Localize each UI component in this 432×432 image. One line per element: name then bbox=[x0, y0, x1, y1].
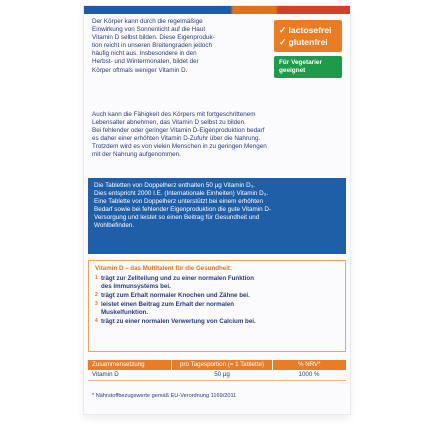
intro-line: Der Körper kann durch die regelmäßige bbox=[92, 18, 203, 25]
table-cell: Vitamin D bbox=[92, 371, 119, 378]
table-header bbox=[88, 360, 346, 370]
benefit-item bbox=[95, 292, 339, 300]
benefit-text: leistet einen Beitrag zum Erhalt der normalen bbox=[101, 301, 235, 308]
package-top-strip bbox=[84, 6, 350, 14]
footnote: * Nährstoffbezugswerte gemäß EU-Verordnung 1169/2011 bbox=[92, 393, 237, 399]
table-cell: 50 µg bbox=[214, 371, 230, 378]
intro-line: Vitamin D selbst bilden. Diese Eigenproduk- bbox=[92, 34, 215, 42]
intro-text bbox=[92, 18, 244, 75]
paragraph-line: mit der Nahrung aufgenommen. bbox=[92, 151, 181, 159]
table-header-cell: Zusammensetzung bbox=[88, 360, 172, 370]
check-icon: ✓ bbox=[279, 37, 287, 47]
benefit-item bbox=[95, 275, 339, 291]
benefit-text: des Immunsystems bei. bbox=[101, 283, 171, 290]
table-row bbox=[88, 370, 346, 381]
dosage-line: Die Tabletten von Doppelherz enthalten 50 µg Vitamin D₃. bbox=[94, 182, 256, 189]
dosage-line: Bedarf sowie bei fehlender Eigenproduktion die gute Vitamin D- bbox=[94, 206, 272, 214]
gluten-free-label: glutenfrei bbox=[288, 37, 328, 47]
benefits-heading: Vitamin D – das Multitalent für die Gesundheit: bbox=[95, 265, 233, 272]
intro-line: Einwirkung von Sonnenlicht auf die Haut bbox=[92, 26, 206, 34]
dosage-info-box bbox=[88, 178, 346, 254]
dosage-line: Versorgung und leistet so einen Beitrag für Gesundheit und bbox=[94, 214, 260, 222]
lactose-free-label: lactosefrei bbox=[288, 25, 332, 35]
free-from-badge bbox=[274, 20, 342, 52]
check-icon: ✓ bbox=[279, 25, 287, 35]
table-header-cell: % NRV* bbox=[298, 361, 321, 368]
benefit-item bbox=[95, 301, 339, 317]
package-back-panel bbox=[84, 6, 350, 414]
dosage-line: Eine Tablette von Doppelherz unterstützt bei einem erhöhten bbox=[94, 198, 263, 206]
paragraph-line: Trotzdem wird es von vielen Menschen in zu geringen Mengen bbox=[92, 143, 267, 151]
vegetarian-badge: Für Vegetarier geeignet bbox=[274, 56, 342, 78]
benefit-text: trägt zur Zellteilung und zu einer normalen Funktion bbox=[101, 275, 254, 282]
benefit-text: trägt zu einer normalen Verwertung von Calcium bei. bbox=[101, 318, 256, 325]
nutrition-table bbox=[88, 360, 346, 381]
benefit-text: trägt zum Erhalt normaler Knochen und Zähne bei. bbox=[101, 292, 250, 299]
deficiency-text bbox=[92, 111, 344, 160]
badges bbox=[274, 20, 342, 78]
benefits-box bbox=[88, 260, 346, 352]
footnote-marker: 4 bbox=[95, 318, 98, 324]
paragraph-line: Auch kann die Fähigkeit des Körpers mit fortgeschrittenem bbox=[92, 111, 256, 118]
intro-line: tion reicht in unseren Breitengraden jedoch bbox=[92, 42, 213, 50]
table-header-cell: pro Tagesportion (= 1 Tablette) bbox=[172, 360, 272, 370]
footnote-marker: 1 bbox=[95, 275, 98, 281]
footnote-marker: 3 bbox=[95, 301, 98, 307]
paragraph-line: Lebensalter abnehmen, das Vitamin D selbst zu bilden. bbox=[92, 119, 246, 127]
paragraph-line: es daher einer erhöhten Vitamin D-Zufuhr über die Nahrung. bbox=[92, 135, 261, 143]
table-cell: 1000 % bbox=[298, 371, 320, 378]
paragraph-line: Bei fehlender oder geringer Vitamin D-Eigenproduktion bedarf bbox=[92, 127, 265, 135]
dosage-line: Dies entspricht 2000 I.E. (Internationale Einheiten) Vitamin D₃. bbox=[94, 190, 268, 198]
footnote-marker: 2 bbox=[95, 292, 98, 298]
benefit-text: Muskelfunktion. bbox=[101, 309, 149, 316]
intro-line: häufig nicht aus. Insbesondere in den bbox=[92, 50, 197, 58]
dosage-line: Wohlbefinden. bbox=[94, 222, 135, 230]
intro-line: Herbst- und Wintermonaten, bildet der bbox=[92, 58, 199, 66]
intro-line: Körper oftmals weniger Vitamin D. bbox=[92, 66, 188, 74]
benefit-item bbox=[95, 318, 339, 326]
